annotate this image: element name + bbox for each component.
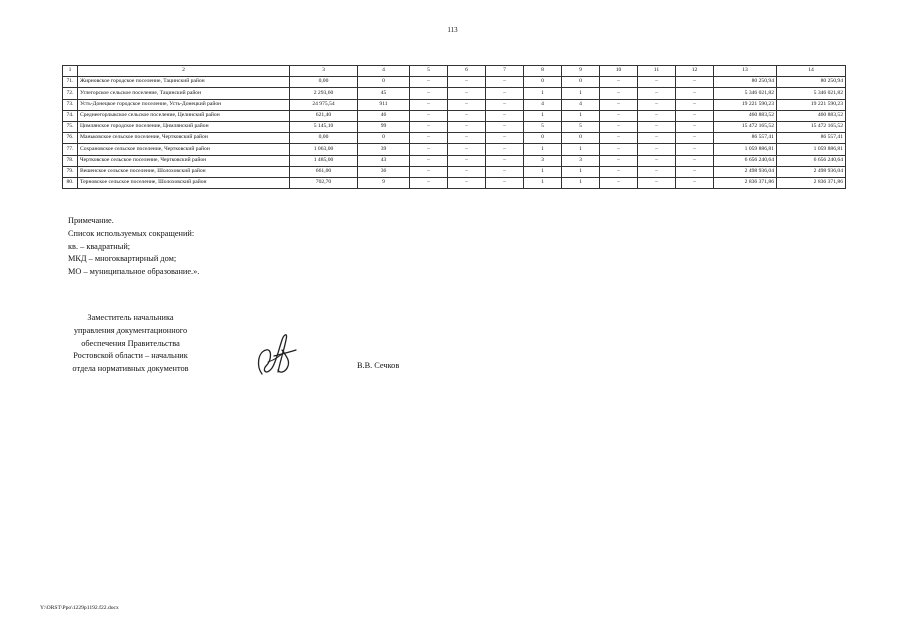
table-cell: – [676,166,714,177]
table-cell: – [638,110,676,121]
table-cell: – [448,177,486,188]
table-cell: 6 656 240,64 [777,155,846,166]
table-cell: 80 250,94 [777,77,846,88]
column-header: 14 [777,66,846,77]
table-row [63,121,846,132]
table-cell: – [448,121,486,132]
table-cell: 15 472 165,52 [777,121,846,132]
table-cell: – [410,155,448,166]
page-number: 113 [447,26,458,34]
table-cell: – [676,121,714,132]
table-cell: – [638,121,676,132]
table-cell: – [448,77,486,88]
table-cell: 19 221 590,23 [777,99,846,110]
table-cell: 5 [562,121,600,132]
column-header: 8 [524,66,562,77]
table-cell: – [486,110,524,121]
table-cell: 46 [358,110,410,121]
table-cell: 71. [63,77,78,88]
table-cell: 5 145,10 [290,121,358,132]
settlement-name-cell: Чертковское сельское поселение, Чертковский район [78,155,290,166]
table-cell: – [410,88,448,99]
table-cell: – [448,99,486,110]
table-cell: 1 [524,166,562,177]
table-cell: 0,00 [290,133,358,144]
table-cell: – [638,144,676,155]
position-line: отдела нормативных документов [72,364,189,374]
column-header: 12 [676,66,714,77]
table-cell: – [600,177,638,188]
table-cell: – [410,166,448,177]
table-cell: – [600,77,638,88]
table-cell: 1 [524,110,562,121]
table-cell: 621,40 [290,110,358,121]
table-cell: 2 498 936,04 [714,166,777,177]
table-cell: 15 472 165,52 [714,121,777,132]
table-cell: 911 [358,99,410,110]
table-cell: – [600,99,638,110]
table-cell: – [410,99,448,110]
table-row [63,177,846,188]
table-cell: 1 063,00 [290,144,358,155]
settlement-name-cell: Маньковское сельское поселение, Чертковский район [78,133,290,144]
settlement-name-cell: Терновское сельское поселение, Шолоховский район [78,177,290,188]
table-cell: 4 [524,99,562,110]
table-cell: 1 [562,110,600,121]
column-header: 7 [486,66,524,77]
table-cell: 1 059 886,81 [777,144,846,155]
settlement-name-cell: Сохрановское сельское поселение, Чертковский район [78,144,290,155]
table-cell: 1 [524,144,562,155]
table-cell: – [486,155,524,166]
table-cell: – [676,177,714,188]
column-header: 9 [562,66,600,77]
table-row [63,77,846,88]
table-cell: – [638,77,676,88]
table-cell: – [600,133,638,144]
table-cell: – [600,155,638,166]
table-cell: 5 346 021,82 [777,88,846,99]
table-cell: 1 485,00 [290,155,358,166]
table-cell: – [676,144,714,155]
table-cell: – [410,177,448,188]
table-cell: 1 [562,177,600,188]
table-header-row [63,66,846,77]
table-cell: – [638,99,676,110]
table-cell: 3 [524,155,562,166]
table-row [63,144,846,155]
table-row [63,110,846,121]
table-cell: – [486,166,524,177]
position-line: Ростовской области – начальник [73,351,188,361]
table-cell: 702,70 [290,177,358,188]
table-cell: 1 [524,88,562,99]
table-cell: 9 [358,177,410,188]
table-cell: – [448,166,486,177]
signatory-name: В.В. Сечков [357,361,400,370]
settlement-name-cell: Цимлянское городское поселение, Цимлянский район [78,121,290,132]
file-path: Y:\ORST\Ppo\1229p1192.f22.docx [40,605,119,611]
table-cell: 2 293,60 [290,88,358,99]
table-cell: – [410,133,448,144]
table-cell: 460 883,52 [777,110,846,121]
table-cell: 0 [524,77,562,88]
handwritten-signature [252,326,300,382]
table-cell: 1 [524,177,562,188]
column-header: 2 [78,66,290,77]
settlement-name-cell: Углегорское сельское поселение, Тацинский район [78,88,290,99]
table-cell: – [410,110,448,121]
table-cell: – [410,144,448,155]
table-cell: 0,00 [290,77,358,88]
table-cell: – [448,144,486,155]
table-cell: 24 975,54 [290,99,358,110]
table-cell: – [676,133,714,144]
table-cell: 2 836 371,86 [714,177,777,188]
table-cell: – [448,133,486,144]
table-cell: 78. [63,155,78,166]
table-cell: 0 [524,133,562,144]
table-cell: 1 059 886,81 [714,144,777,155]
table-cell: – [486,77,524,88]
table-cell: – [448,88,486,99]
table-cell: – [600,121,638,132]
settlement-name-cell: Среднеегорлыкское сельское поселение, Целинский район [78,110,290,121]
table-cell: – [676,77,714,88]
settlement-name-cell: Вешенское сельское поселение, Шолоховский район [78,166,290,177]
table-cell: – [600,166,638,177]
table-cell: – [410,77,448,88]
table-row [63,133,846,144]
table-cell: 79. [63,166,78,177]
note-title: Примечание. [68,216,114,225]
column-header: 1 [63,66,78,77]
table-row [63,155,846,166]
table-cell: 6 656 240,64 [714,155,777,166]
table-cell: 77. [63,144,78,155]
table-cell: – [638,166,676,177]
data-table [62,65,846,189]
table-cell: – [486,99,524,110]
table-cell: – [638,177,676,188]
table-cell: 80 250,94 [714,77,777,88]
table-cell: – [638,133,676,144]
table-cell: – [600,144,638,155]
table-cell: 661,00 [290,166,358,177]
column-header: 13 [714,66,777,77]
settlement-name-cell: Усть-Донецкое городское поселение, Усть-Донецкий район [78,99,290,110]
abbreviations-heading: Список используемых сокращений: [68,228,195,238]
table-cell: 75. [63,121,78,132]
column-header: 6 [448,66,486,77]
position-line: управления документационного [73,325,188,335]
table-cell: – [676,88,714,99]
column-header: 5 [410,66,448,77]
table-cell: 43 [358,155,410,166]
table-cell: – [486,88,524,99]
table-cell: – [676,99,714,110]
table-cell: 86 557,41 [777,133,846,144]
settlement-name-cell: Жирновское городское поселение, Тацинский район [78,77,290,88]
table-cell: 80. [63,177,78,188]
column-header: 3 [290,66,358,77]
table-cell: – [486,177,524,188]
table-cell: – [676,110,714,121]
table-cell: 1 [562,88,600,99]
table-cell: 1 [562,144,600,155]
table-cell: – [448,110,486,121]
table-cell: 39 [358,144,410,155]
table-cell: 5 346 021,82 [714,88,777,99]
table-cell: 4 [562,99,600,110]
table-cell: – [638,155,676,166]
table-row [63,166,846,177]
table-cell: 45 [358,88,410,99]
table-cell: – [600,88,638,99]
table-cell: 72. [63,88,78,99]
table-cell: 19 221 590,23 [714,99,777,110]
table-cell: 0 [358,133,410,144]
table-cell: 1 [562,166,600,177]
column-header: 4 [358,66,410,77]
table-cell: – [410,121,448,132]
table-cell: – [600,110,638,121]
column-header: 11 [638,66,676,77]
table-cell: 5 [524,121,562,132]
table-cell: 460 883,52 [714,110,777,121]
table-cell: – [676,155,714,166]
table-cell: 99 [358,121,410,132]
signatory-position [38,312,223,376]
column-header: 10 [600,66,638,77]
note-block [68,215,199,279]
table-cell: 0 [562,133,600,144]
table-cell: – [486,121,524,132]
table-cell: 0 [562,77,600,88]
abbreviation-mkd: МКД – многоквартирный дом; [68,254,177,264]
table-cell: 73. [63,99,78,110]
abbreviation-kv: кв. – квадратный; [68,241,131,251]
table-cell: 76. [63,133,78,144]
table-cell: 36 [358,166,410,177]
table-cell: – [448,155,486,166]
position-line: обеспечения Правительства [81,338,180,348]
table-row [63,88,846,99]
table-row [63,99,846,110]
table-cell: 74. [63,110,78,121]
table-cell: 86 557,41 [714,133,777,144]
table-cell: 0 [358,77,410,88]
abbreviation-mo: МО – муниципальное образование.». [68,267,200,277]
table-cell: 2 836 371,86 [777,177,846,188]
table-cell: 2 498 936,04 [777,166,846,177]
table-cell: 3 [562,155,600,166]
position-line: Заместитель начальника [87,313,174,322]
table-cell: – [486,133,524,144]
table-cell: – [638,88,676,99]
table-cell: – [486,144,524,155]
